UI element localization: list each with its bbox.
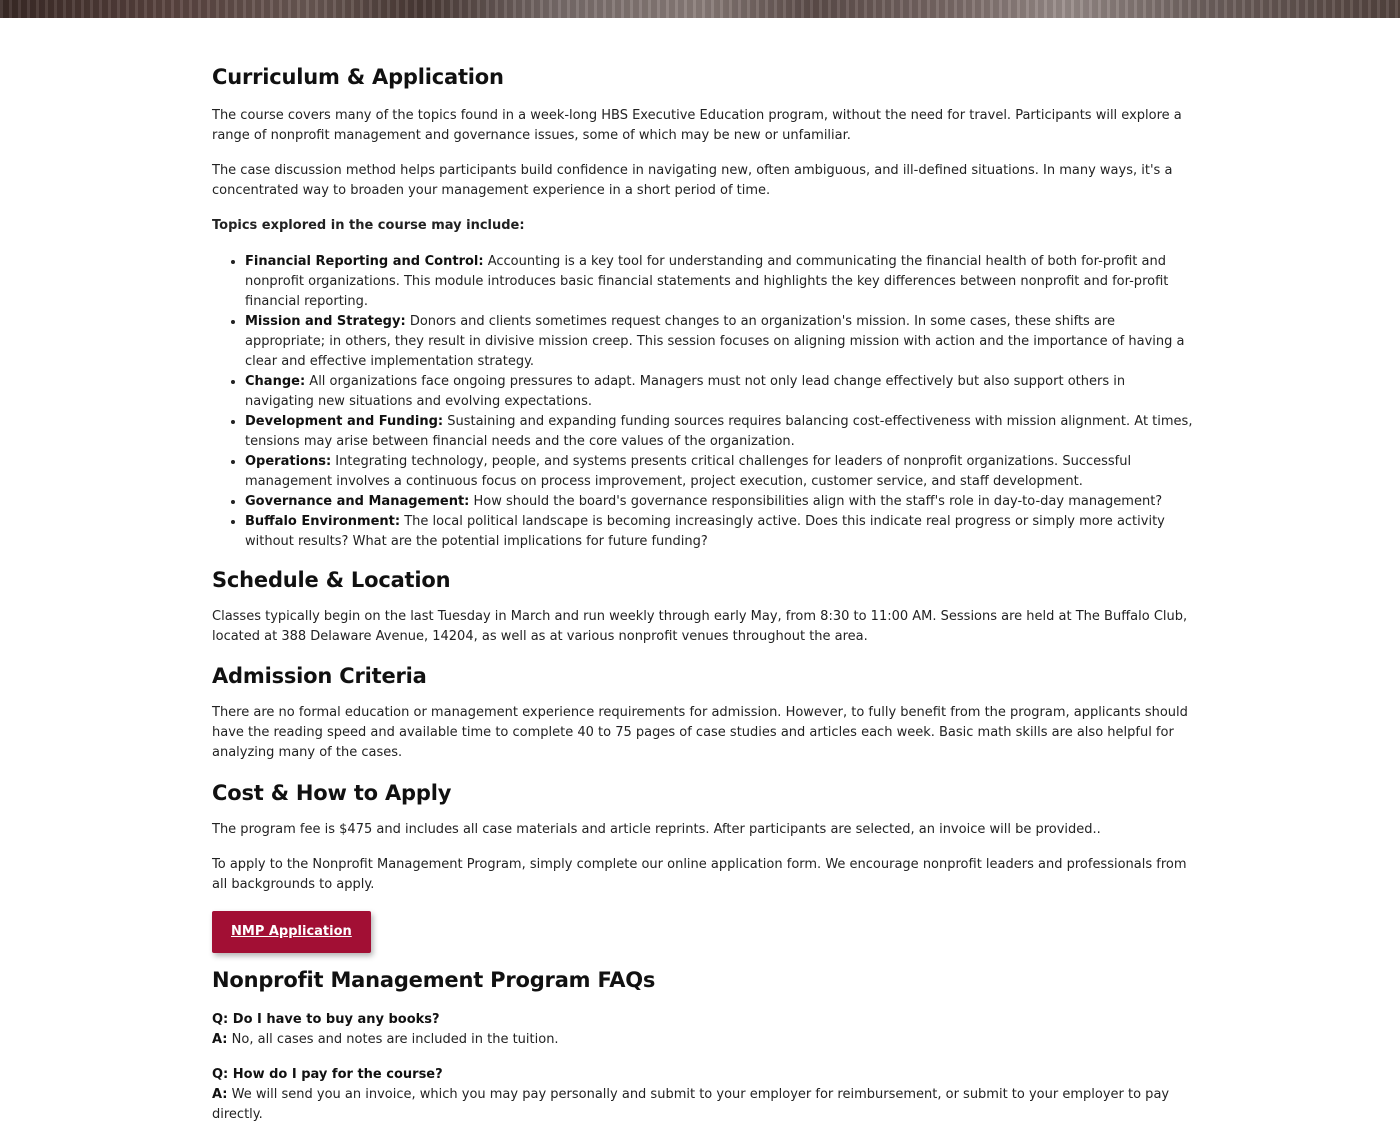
- admission-heading: Admission Criteria: [212, 664, 427, 688]
- faq-item: [212, 1065, 1197, 1125]
- topic-text: How should the board's governance responsibilities align with the staff's role in day-to-day management?: [473, 494, 1163, 509]
- admission-text: There are no formal education or management experience requirements for admission. However, to fully benefit from the program, applicants should have the reading speed and available time to complete 40 to 75 pages of case studies and articles each week. Basic math skills are also helpful for analyzing many of the cases.: [212, 705, 1188, 760]
- faq-heading: Nonprofit Management Program FAQs: [212, 968, 656, 992]
- curriculum-paragraph-2: The case discussion method helps participants build confidence in navigating new, often ambiguous, and ill-defined situations. In many ways, it's a concentrated way to broaden your management experience in a short period of time.: [212, 163, 1173, 198]
- topic-text: The local political landscape is becoming increasingly active. Does this indicate real progress or simply more activity without results? What are the potential implications for future funding?: [245, 514, 1165, 549]
- cost-apply-text: To apply to the Nonprofit Management Program, simply complete our online application form. We encourage nonprofit leaders and professionals from all backgrounds to apply.: [212, 857, 1187, 892]
- nmp-application-button[interactable]: NMP Application: [212, 911, 371, 953]
- topic-title: Governance and Management:: [245, 494, 470, 509]
- topic-item: [245, 512, 1197, 552]
- topic-item: [245, 492, 1197, 512]
- topic-title: Development and Funding:: [245, 414, 444, 429]
- cost-heading: Cost & How to Apply: [212, 781, 452, 805]
- schedule-heading: Schedule & Location: [212, 568, 451, 592]
- topic-text: Accounting is a key tool for understanding and communicating the financial health of both for-profit and nonprofit organizations. This module introduces basic financial statements and highlights the key differences between nonprofit and for-profit financial reporting.: [245, 254, 1169, 309]
- curriculum-paragraph-1: The course covers many of the topics found in a week-long HBS Executive Education program, without the need for travel. Participants will explore a range of nonprofit management and governance issues, some of which may be new or unfamiliar.: [212, 108, 1182, 143]
- topic-text: All organizations face ongoing pressures to adapt. Managers must not only lead change effectively but also support others in navigating new situations and evolving expectations.: [245, 374, 1126, 409]
- topic-item: [245, 252, 1197, 312]
- faq-answer: [212, 1030, 1197, 1050]
- topic-title: Buffalo Environment:: [245, 514, 401, 529]
- topic-item: [245, 312, 1197, 372]
- topic-title: Change:: [245, 374, 306, 389]
- topic-text: Donors and clients sometimes request changes to an organization's mission. In some cases, these shifts are appropriate; in others, they result in divisive mission creep. This session focuses on aligning mission with action and the importance of having a clear and effective implementation strategy.: [245, 314, 1185, 369]
- faq-answer: [212, 1085, 1197, 1125]
- faq-answer-text: We will send you an invoice, which you may pay personally and submit to your employer for reimbursement, or submit to your employer to pay directly.: [212, 1087, 1170, 1122]
- topics-intro: Topics explored in the course may include:: [212, 218, 525, 233]
- topics-list: [212, 252, 1197, 552]
- faq-question: Q: Do I have to buy any books?: [212, 1012, 440, 1027]
- faq-question: Q: How do I pay for the course?: [212, 1067, 443, 1082]
- schedule-text: Classes typically begin on the last Tuesday in March and run weekly through early May, from 8:30 to 11:00 AM. Sessions are held at The Buffalo Club, located at 388 Delaware Avenue, 14204, as well as at various nonprofit venues throughout the area.: [212, 609, 1188, 644]
- cost-fee-text: The program fee is $475 and includes all case materials and article reprints. After participants are selected, an invoice will be provided..: [212, 822, 1101, 837]
- topic-title: Financial Reporting and Control:: [245, 254, 484, 269]
- topic-item: [245, 372, 1197, 412]
- faq-item: [212, 1010, 1197, 1050]
- topic-item: [245, 452, 1197, 492]
- topic-text: Sustaining and expanding funding sources requires balancing cost-effectiveness with mission alignment. At times, tensions may arise between financial needs and the core values of the organization.: [245, 414, 1193, 449]
- topic-text: Integrating technology, people, and systems presents critical challenges for leaders of nonprofit organizations. Successful management involves a continuous focus on process improvement, project execution, customer service, and staff development.: [245, 454, 1132, 489]
- faq-answer-label: A:: [212, 1087, 228, 1102]
- faq-answer-label: A:: [212, 1032, 228, 1047]
- topic-title: Mission and Strategy:: [245, 314, 406, 329]
- main-content: [212, 60, 1197, 1125]
- curriculum-heading: Curriculum & Application: [212, 65, 504, 89]
- hero-image-strip: [0, 0, 1400, 18]
- topic-item: [245, 412, 1197, 452]
- topic-title: Operations:: [245, 454, 332, 469]
- faq-answer-text: No, all cases and notes are included in the tuition.: [231, 1032, 559, 1047]
